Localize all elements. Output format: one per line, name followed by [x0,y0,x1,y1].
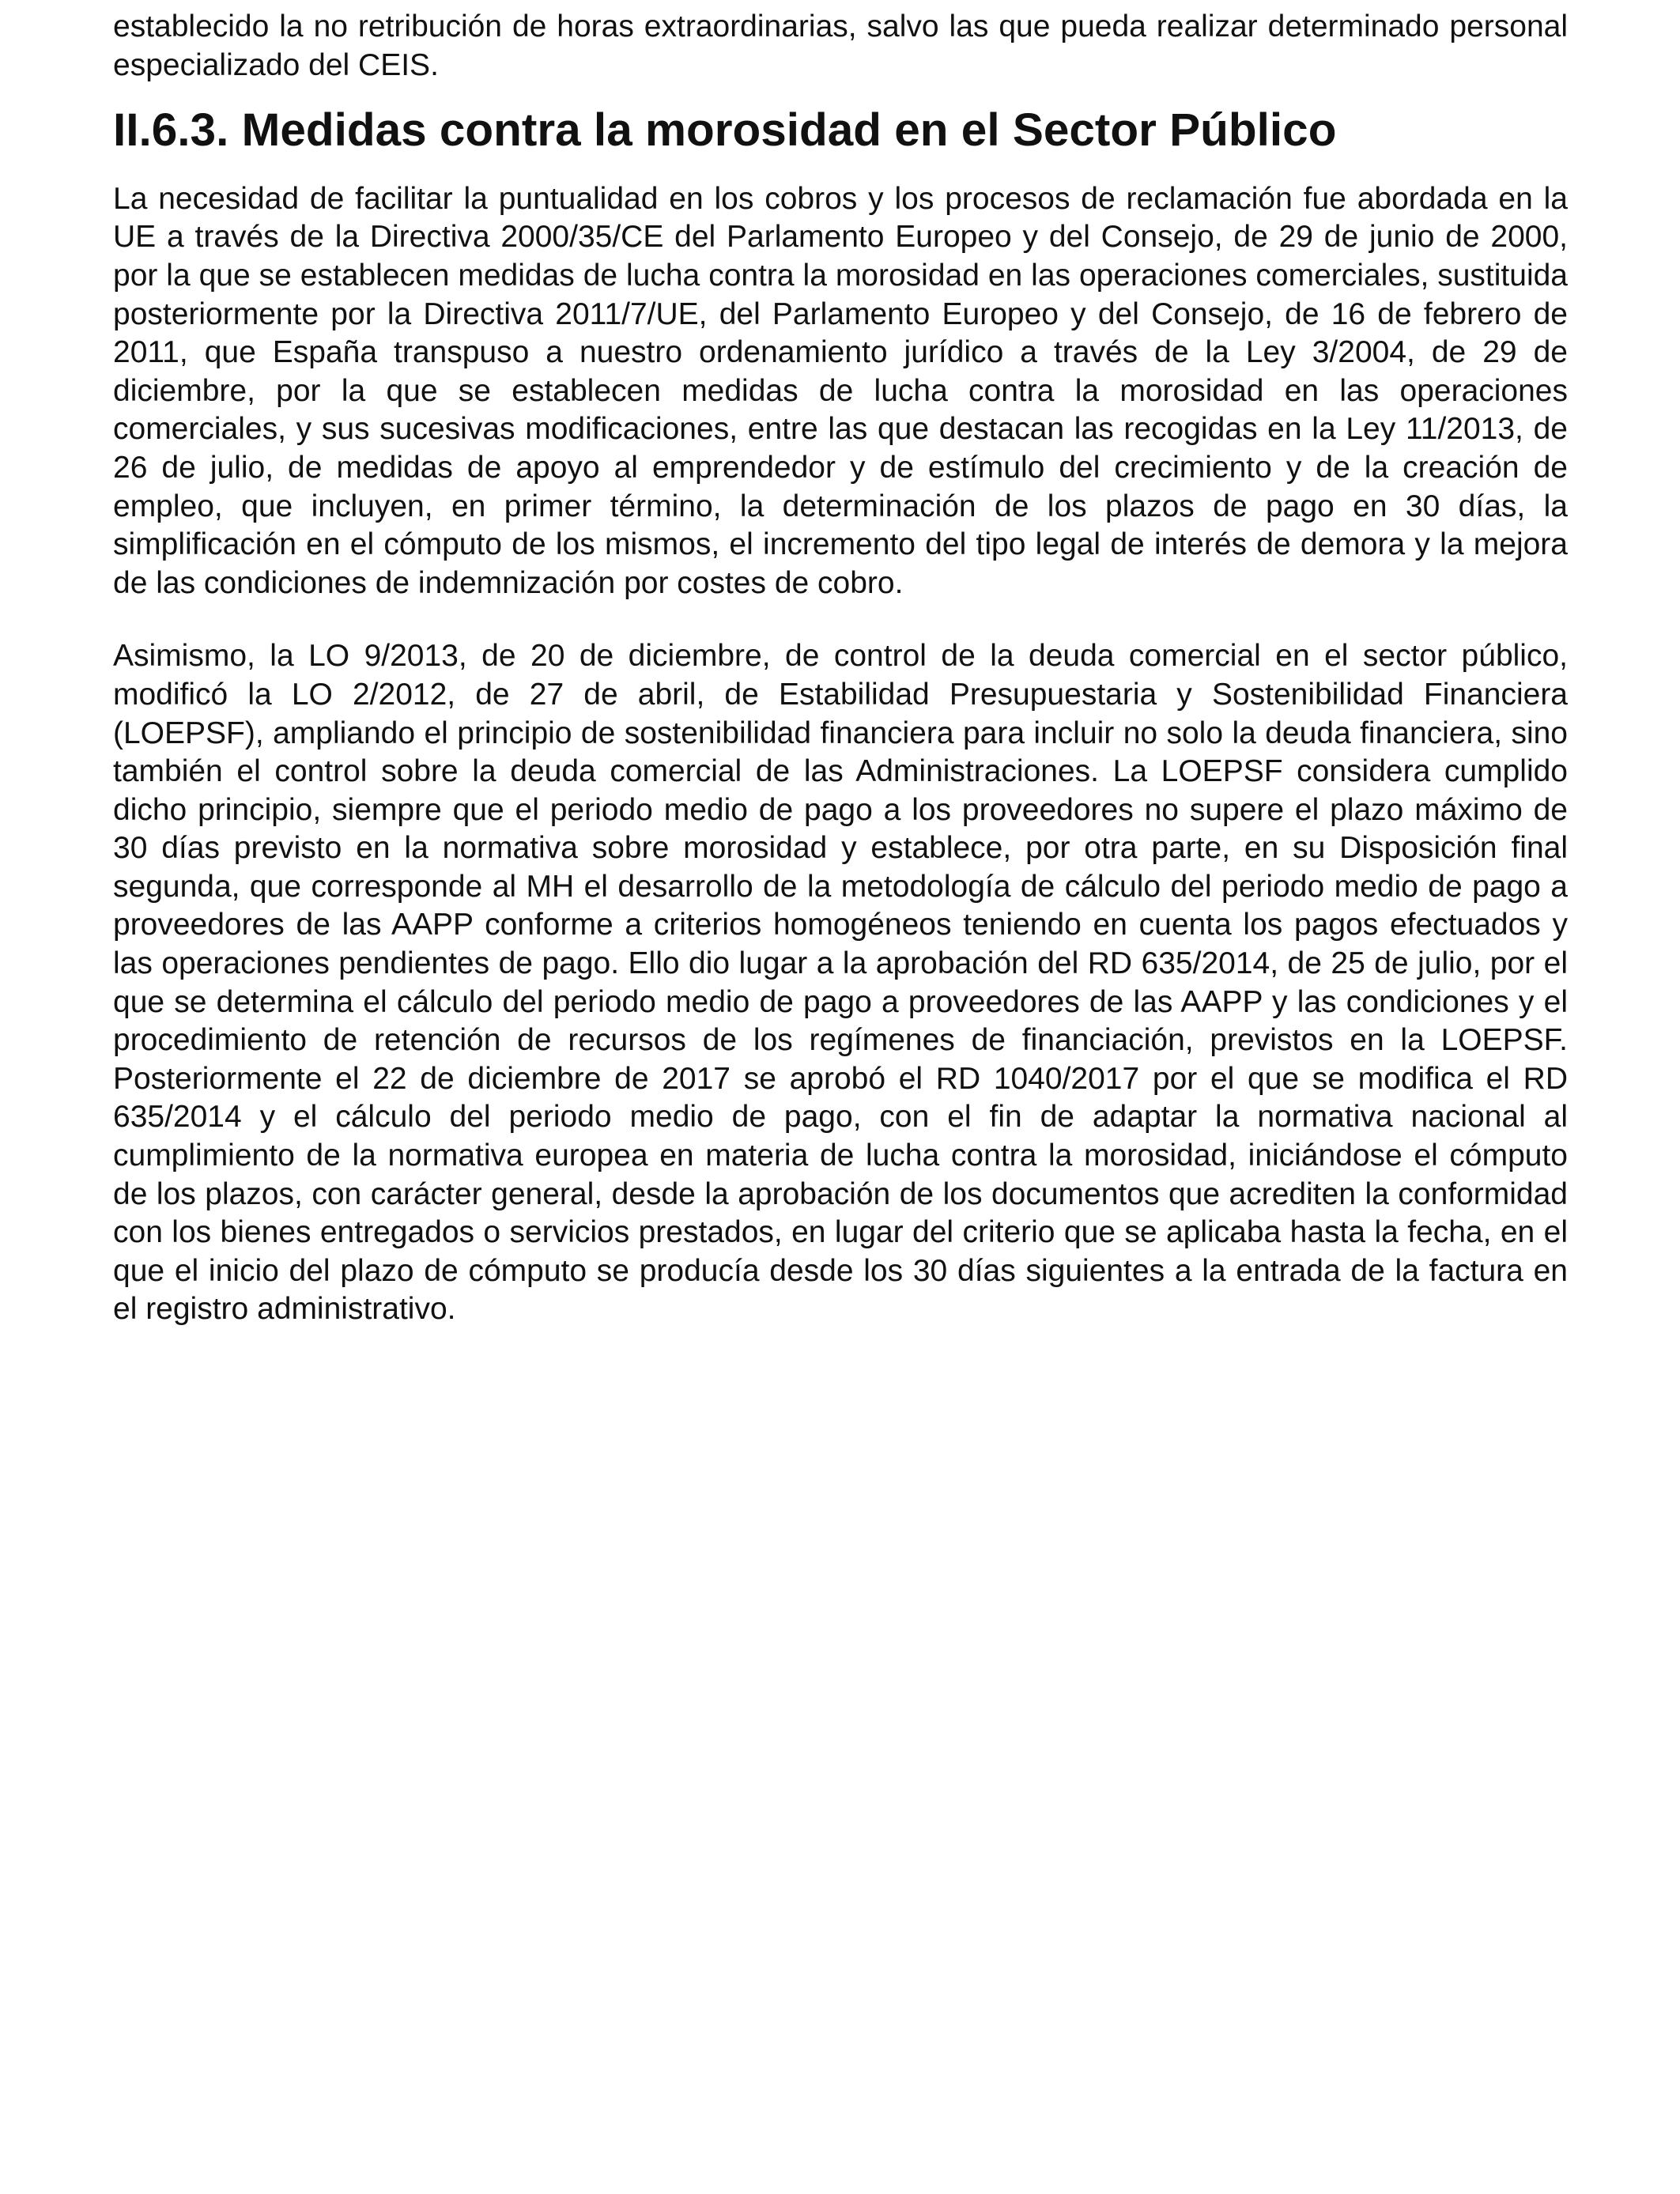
section-heading: II.6.3. Medidas contra la morosidad en el Sector Público [113,104,1337,157]
document-page [113,8,1568,1329]
spacer [113,602,1568,637]
body-paragraph-1: La necesidad de facilitar la puntualidad en los cobros y los procesos de reclamación fue abordada en la UE a través de la Directiva 2000/35/CE del Parlamento Europeo y del Consejo, de 29 de junio de 2000, por la que se establecen medidas de lucha contra la morosidad en las operaciones comerciales, sustituida posteriormente por la Directiva 2011/7/UE, del Parlamento Europeo y del Consejo, de 16 de febrero de 2011, que España transpuso a nuestro ordenamiento jurídico a través de la Ley 3/2004, de 29 de diciembre, por la que se establecen medidas de lucha contra la morosidad en las operaciones comerciales, y sus sucesivas modificaciones, entre las que destacan las recogidas en la Ley 11/2013, de 26 de julio, de medidas de apoyo al emprendedor y de estímulo del crecimiento y de la creación de empleo, que incluyen, en primer término, la determinación de los plazos de pago en 30 días, la simplificación en el cómputo de los mismos, el incremento del tipo legal de interés de demora y la mejora de las condiciones de indemnización por costes de cobro. [113,181,1568,600]
body-paragraph-2: Asimismo, la LO 9/2013, de 20 de diciembre, de control de la deuda comercial en el sector público, modificó la LO 2/2012, de 27 de abril, de Estabilidad Presupuestaria y Sostenibilidad Financiera (LOEPSF), ampliando el principio de sostenibilidad financiera para incluir no solo la deuda financiera, sino también el control sobre la deuda comercial de las Administraciones. La LOEPSF considera cumplido dicho principio, siempre que el periodo medio de pago a los proveedores no supere el plazo máximo de 30 días previsto en la normativa sobre morosidad y establece, por otra parte, en su Disposición final segunda, que corresponde al MH el desarrollo de la metodología de cálculo del periodo medio de pago a proveedores de las AAPP conforme a criterios homogéneos teniendo en cuenta los pagos efectuados y las operaciones pendientes de pago. Ello dio lugar a la aprobación del RD 635/2014, de 25 de julio, por el que se determina el cálculo del periodo medio de pago a proveedores de las AAPP y las condiciones y el procedimiento de retención de recursos de los regímenes de financiación, previstos en la LOEPSF. Posteriormente el 22 de diciembre de 2017 se aprobó el RD 1040/2017 por el que se modifica el RD 635/2014 y el cálculo del periodo medio de pago, con el fin de adaptar la normativa nacional al cumplimiento de la normativa europea en materia de lucha contra la morosidad, iniciándose el cómputo de los plazos, con carácter general, desde la aprobación de los documentos que acrediten la conformidad con los bienes entregados o servicios prestados, en lugar del criterio que se aplicaba hasta la fecha, en el que el inicio del plazo de cómputo se producía desde los 30 días siguientes a la entrada de la factura en el registro administrativo. [113,639,1568,1327]
intro-paragraph: establecido la no retribución de horas extraordinarias, salvo las que pueda realizar determinado personal especializado del CEIS. [113,9,1568,82]
